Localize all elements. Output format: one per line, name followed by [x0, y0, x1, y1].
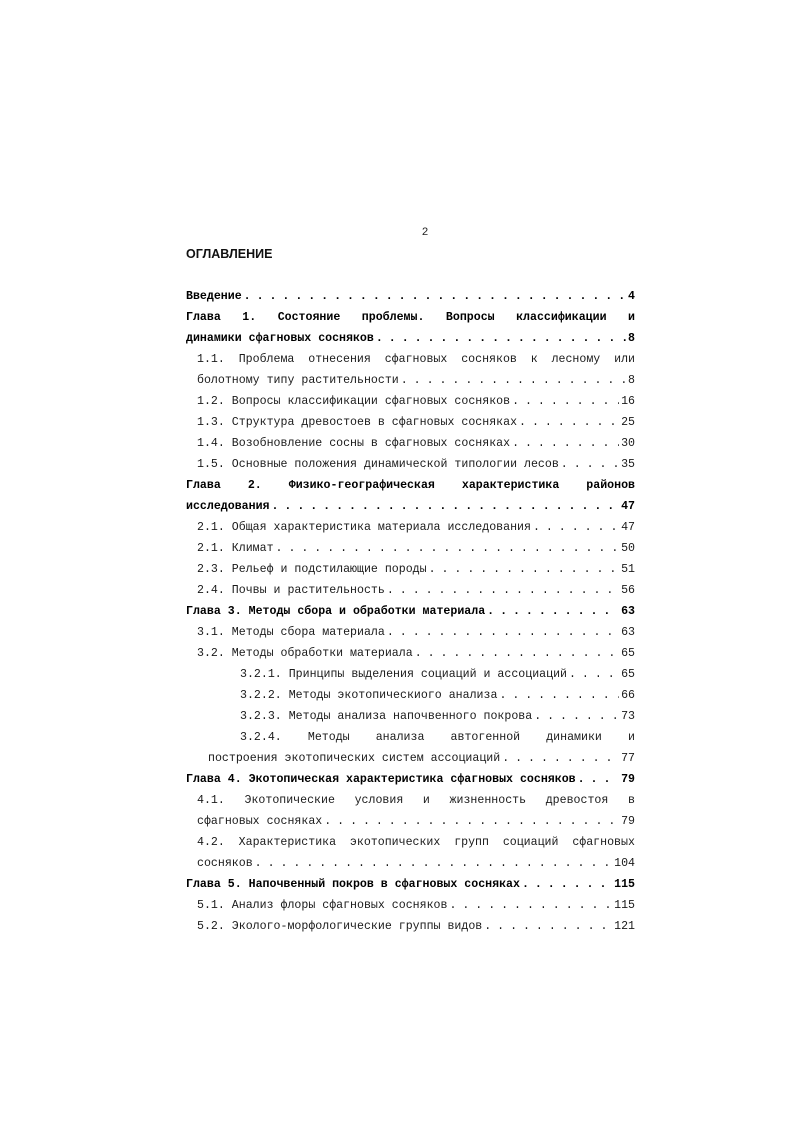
- word: древостоя: [545, 794, 609, 807]
- word: 1.: [242, 311, 257, 324]
- word: динамики: [546, 731, 602, 744]
- toc-entry-title: [197, 790, 635, 811]
- dot-leader: [578, 769, 619, 790]
- toc-entry-3-2-3[interactable]: [186, 706, 635, 727]
- word: жизненность: [449, 794, 527, 807]
- toc-entry-chapter-5[interactable]: [186, 874, 635, 895]
- toc-entry-page: 77: [621, 752, 635, 765]
- dot-leader: [244, 286, 626, 307]
- toc-entry-title: [186, 475, 635, 496]
- toc-entry-page: 65: [621, 647, 635, 660]
- toc-entry-5-2[interactable]: [186, 916, 635, 937]
- dot-leader: [272, 496, 620, 517]
- word: или: [614, 353, 635, 366]
- toc-entry-title: 2.4. Почвы и растительность: [197, 584, 385, 597]
- toc-entry-title: 3.1. Методы сбора материала: [197, 626, 385, 639]
- toc-entry-page: 56: [621, 584, 635, 597]
- toc-entry-title: 5.1. Анализ флоры сфагновых сосняков: [197, 899, 448, 912]
- toc-entry-page: 63: [621, 626, 635, 639]
- word: проблемы.: [361, 311, 425, 324]
- table-of-contents: [186, 286, 635, 937]
- toc-entry-title: сосняков: [197, 857, 253, 870]
- toc-entry-title: Глава 3. Методы сбора и обработки материала: [186, 605, 486, 618]
- word: отнесения: [308, 353, 371, 366]
- word: в: [627, 794, 635, 807]
- toc-entry-title: сфагновых сосняках: [197, 815, 323, 828]
- toc-entry-page: 51: [621, 563, 635, 576]
- word: 4.1.: [197, 794, 225, 807]
- dot-leader: [387, 580, 619, 601]
- toc-entry-page: 104: [614, 857, 635, 870]
- toc-entry-4-1-line-1[interactable]: [186, 790, 635, 811]
- toc-entry-title: 2.1. Общая характеристика материала исследования: [197, 521, 531, 534]
- page-number: 2: [421, 227, 429, 239]
- toc-entry-3-2-4-line-2[interactable]: [186, 748, 635, 769]
- dot-leader: [429, 559, 619, 580]
- word: и: [628, 731, 635, 744]
- dot-leader: [533, 517, 619, 538]
- toc-entry-page: 73: [621, 710, 635, 723]
- word: Глава: [186, 311, 221, 324]
- toc-entry-title: [197, 349, 635, 370]
- toc-entry-title: [197, 832, 635, 853]
- toc-entry-1-4[interactable]: [186, 433, 635, 454]
- toc-entry-title: 3.2.2. Методы экотопическиого анализа: [240, 689, 498, 702]
- toc-entry-title: [186, 307, 635, 328]
- toc-entry-page: 47: [621, 521, 635, 534]
- toc-entry-title: 1.3. Структура древостоев в сфагновых сосняках: [197, 416, 518, 429]
- toc-entry-3-2-1[interactable]: [186, 664, 635, 685]
- toc-entry-5-1[interactable]: [186, 895, 635, 916]
- toc-entry-title: 2.1. Климат: [197, 542, 274, 555]
- word: сфагновых: [384, 353, 448, 366]
- word: районов: [586, 479, 635, 492]
- word: и: [422, 794, 430, 807]
- toc-entry-page: 8: [628, 374, 635, 387]
- word: характеристика: [461, 479, 560, 492]
- word: к: [530, 353, 538, 366]
- dot-leader: [561, 454, 619, 475]
- word: Глава: [186, 479, 221, 492]
- toc-entry-page: 79: [621, 815, 635, 828]
- toc-entry-title: 3.2. Методы обработки материала: [197, 647, 413, 660]
- toc-entry-chapter-1-line-1[interactable]: [186, 307, 635, 328]
- toc-entry-4-1-line-2[interactable]: [186, 811, 635, 832]
- toc-entry-page: 115: [614, 878, 635, 891]
- toc-entry-3-2-2[interactable]: [186, 685, 635, 706]
- dot-leader: [519, 412, 619, 433]
- toc-entry-title: 3.2.1. Принципы выделения социаций и ассоциаций: [240, 668, 567, 681]
- dot-leader: [255, 853, 612, 874]
- toc-entry-title: болотному типу растительности: [197, 374, 399, 387]
- dot-leader: [569, 664, 619, 685]
- dot-leader: [512, 391, 619, 412]
- word: социаций: [502, 836, 559, 849]
- dot-leader: [324, 811, 619, 832]
- dot-leader: [499, 685, 619, 706]
- toc-entry-title: 2.3. Рельеф и подстилающие породы: [197, 563, 427, 576]
- toc-entry-1-2[interactable]: [186, 391, 635, 412]
- toc-entry-2-1[interactable]: [186, 517, 635, 538]
- dot-leader: [387, 622, 619, 643]
- dot-leader: [401, 370, 626, 391]
- toc-entry-4-2-line-2[interactable]: [186, 853, 635, 874]
- toc-entry-1-1-line-2[interactable]: [186, 370, 635, 391]
- toc-entry-page: 66: [621, 689, 635, 702]
- toc-entry-chapter-2-line-1[interactable]: [186, 475, 635, 496]
- word: сосняков: [461, 353, 517, 366]
- toc-entry-title: Введение: [186, 290, 242, 303]
- word: 4.2.: [197, 836, 225, 849]
- word: условия: [354, 794, 404, 807]
- toc-entry-page: 8: [628, 332, 635, 345]
- toc-entry-chapter-2-line-2[interactable]: [186, 496, 635, 517]
- dot-leader: [534, 706, 619, 727]
- toc-entry-title: Глава 4. Экотопическая характеристика сфагновых сосняков: [186, 773, 576, 786]
- word: Методы: [307, 731, 350, 744]
- word: экотопических: [349, 836, 441, 849]
- dot-leader: [522, 874, 612, 895]
- toc-entry-title: динамики сфагновых сосняков: [186, 332, 374, 345]
- word: Проблема: [238, 353, 295, 366]
- toc-entry-page: 79: [621, 773, 635, 786]
- word: 1.1.: [197, 353, 225, 366]
- word: Вопросы: [445, 311, 495, 324]
- toc-entry-1-3[interactable]: [186, 412, 635, 433]
- toc-entry-page: 25: [621, 416, 635, 429]
- toc-entry-3-2[interactable]: [186, 643, 635, 664]
- word: Физико-географическая: [288, 479, 435, 492]
- toc-entry-title: 1.5. Основные положения динамической типологии лесов: [197, 458, 559, 471]
- dot-leader: [276, 538, 620, 559]
- dot-leader: [512, 433, 619, 454]
- dot-leader: [502, 748, 619, 769]
- word: Характеристика: [238, 836, 337, 849]
- word: сфагновых: [572, 836, 635, 849]
- toc-entry-page: 65: [621, 668, 635, 681]
- toc-entry-title: 3.2.3. Методы анализа напочвенного покрова: [240, 710, 533, 723]
- toc-entry-3-2-4-line-1[interactable]: [186, 727, 635, 748]
- toc-entry-page: 35: [621, 458, 635, 471]
- toc-entry-chapter-3[interactable]: [186, 601, 635, 622]
- word: Экотопические: [244, 794, 335, 807]
- toc-entry-title: исследования: [186, 500, 270, 513]
- toc-entry-page: 63: [621, 605, 635, 618]
- toc-entry-introduction[interactable]: [186, 286, 635, 307]
- toc-entry-title: построения экотопических систем ассоциаций: [208, 752, 501, 765]
- dot-leader: [415, 643, 619, 664]
- word: Состояние: [277, 311, 341, 324]
- toc-entry-2-4[interactable]: [186, 580, 635, 601]
- toc-entry-2-3[interactable]: [186, 559, 635, 580]
- toc-entry-page: 115: [614, 899, 635, 912]
- dot-leader: [449, 895, 612, 916]
- word: групп: [454, 836, 489, 849]
- toc-entry-chapter-4[interactable]: [186, 769, 635, 790]
- toc-entry-title: 1.4. Возобновление сосны в сфагновых сосняках: [197, 437, 511, 450]
- word: автогенной: [450, 731, 521, 744]
- toc-entry-page: 47: [621, 500, 635, 513]
- toc-entry-2-2[interactable]: [186, 538, 635, 559]
- toc-entry-3-1[interactable]: [186, 622, 635, 643]
- toc-entry-page: 4: [628, 290, 635, 303]
- dot-leader: [487, 601, 619, 622]
- toc-entry-chapter-1-line-2[interactable]: [186, 328, 635, 349]
- word: лесному: [551, 353, 601, 366]
- toc-entry-title: 1.2. Вопросы классификации сфагновых сосняков: [197, 395, 511, 408]
- toc-entry-title: 5.2. Эколого-морфологические группы видов: [197, 920, 483, 933]
- word: и: [628, 311, 635, 324]
- word: 2.: [247, 479, 262, 492]
- toc-entry-title: [240, 727, 635, 748]
- toc-entry-page: 50: [621, 542, 635, 555]
- toc-entry-1-5[interactable]: [186, 454, 635, 475]
- toc-entry-1-1-line-1[interactable]: [186, 349, 635, 370]
- dot-leader: [484, 916, 612, 937]
- word: классификации: [516, 311, 607, 324]
- dot-leader: [376, 328, 626, 349]
- toc-entry-title: Глава 5. Напочвенный покров в сфагновых сосняках: [186, 878, 520, 891]
- word: 3.2.4.: [240, 731, 282, 744]
- word: анализа: [375, 731, 425, 744]
- toc-entry-4-2-line-1[interactable]: [186, 832, 635, 853]
- toc-entry-page: 30: [621, 437, 635, 450]
- toc-entry-page: 121: [614, 920, 635, 933]
- toc-entry-page: 16: [621, 395, 635, 408]
- toc-heading: ОГЛАВЛЕНИЕ: [186, 247, 273, 261]
